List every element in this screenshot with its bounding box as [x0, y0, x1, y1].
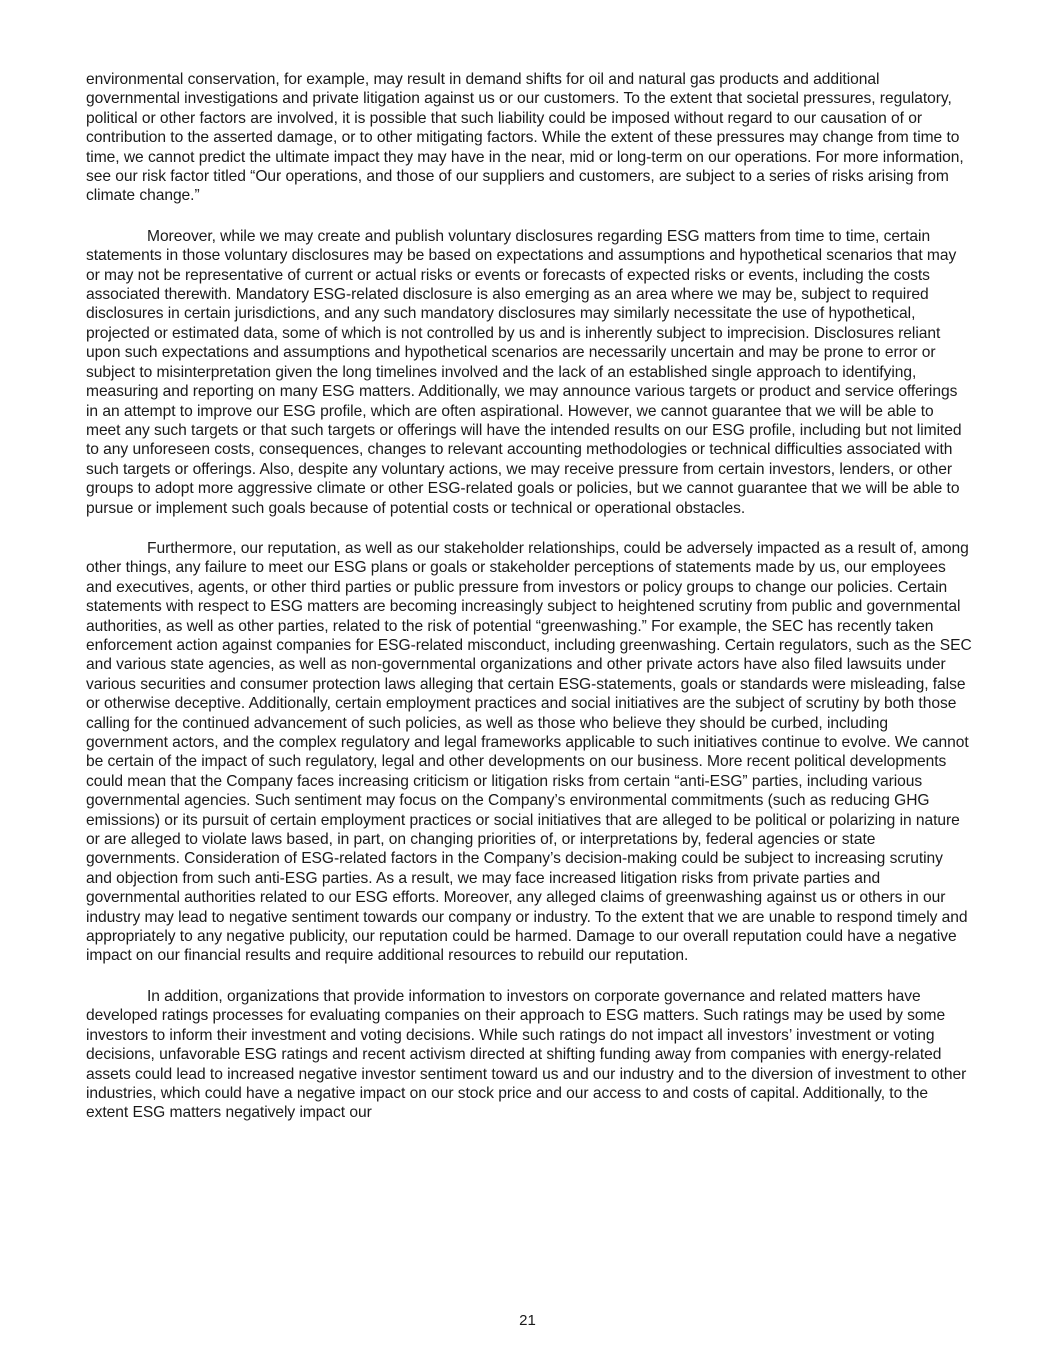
paragraph-voluntary-disclosures: Moreover, while we may create and publish voluntary disclosures regarding ESG matters from time to time, certain statements in those voluntary disclosures may be based on expectations and assumptions and hypothetical scenarios that may or may not be representative of current or actual risks or events or forecasts of expected risks or events, including the costs associated therewith. Mandatory ESG-related disclosure is also emerging as an area where we may be, subject to required disclosures in certain jurisdictions, and any such mandatory disclosures may similarly necessitate the use of hypothetical, projected or estimated data, some of which is not controlled by us and is inherently subject to imprecision. Disclosures reliant upon such expectations and assumptions and hypothetical scenarios are necessarily uncertain and may be prone to error or subject to misinterpretation given the long timelines involved and the lack of an established single approach to identifying, measuring and reporting on many ESG matters. Additionally, we may announce various targets or product and service offerings in an attempt to improve our ESG profile, which are often aspirational. However, we cannot guarantee that we will be able to meet any such targets or that such targets or offerings will have the intended results on our ESG profile, including but not limited to any unforeseen costs, consequences, changes to relevant accounting methodologies or technical difficulties associated with such targets or offerings. Also, despite any voluntary actions, we may receive pressure from certain investors, lenders, or other groups to adopt more aggressive climate or other ESG-related goals or policies, but we cannot guarantee that we will be able to pursue or implement such goals because of potential costs or technical or operational obstacles.: [86, 227, 962, 517]
paragraph-continuation: environmental conservation, for example, may result in demand shifts for oil and natural gas products and additional governmental investigations and private litigation against us or our customers. To the extent that societal pressures, regulatory, political or other factors are involved, it is possible that such liability could be imposed without regard to our causation of or contribution to the asserted damage, or to other mitigating factors. While the extent of these pressures may change from time to time, we cannot predict the ultimate impact they may have in the near, mid or long-term on our operations. For more information, see our risk factor titled “Our operations, and those of our suppliers and customers, are subject to a series of risks arising from climate change.”: [86, 71, 964, 205]
paragraph-esg-ratings: In addition, organizations that provide information to investors on corporate governance and related matters have developed ratings processes for evaluating companies on their approach to ESG matters. Such ratings may be used by some investors to inform their investment and voting decisions. While such ratings do not impact all investors’ investment or voting decisions, unfavorable ESG ratings and recent activism directed at shifting funding away from companies with energy-related assets could lead to increased negative investor sentiment toward us and our industry and to the diversion of investment to other industries, which could have a negative impact on our stock price and our access to and costs of capital. Additionally, to the extent ESG matters negatively impact our: [86, 987, 967, 1122]
paragraph-reputation-greenwashing: Furthermore, our reputation, as well as our stakeholder relationships, could be adversely impacted as a result of, among other things, any failure to meet our ESG plans or goals or stakeholder perceptions of statements made by us, our employees and executives, agents, or other third parties or public pressure from investors or policy groups to change our policies. Certain statements with respect to ESG matters are becoming increasingly subject to heightened scrutiny from public and governmental authorities, as well as other parties, related to the risk of potential “greenwashing.” For example, the SEC has recently taken enforcement action against companies for ESG-related misconduct, including greenwashing. Certain regulators, such as the SEC and various state agencies, as well as non-governmental organizations and other private actors have also filed lawsuits under various securities and consumer protection laws alleging that certain ESG-statements, goals or standards were misleading, false or otherwise deceptive. Additionally, certain employment practices and social initiatives are the subject of scrutiny by both those calling for the continued advancement of such policies, as well as those who believe they should be curbed, including government actors, and the complex regulatory and legal frameworks applicable to such initiatives continue to evolve. We cannot be certain of the impact of such regulatory, legal and other developments on our business. More recent political developments could mean that the Company faces increasing criticism or litigation risks from certain “anti-ESG” parties, including various governmental agencies. Such sentiment may focus on the Company’s environmental commitments (such as reducing GHG emissions) or its pursuit of certain employment practices or social initiatives that are alleged to be political or polarizing in nature or are alleged to violate laws based, in part, on changing priorities of, or interpretations by, federal agencies or state governments. Consideration of ESG-related factors in the Company’s decision-making could be subject to increasing scrutiny and objection from such anti-ESG parties. As a result, we may face increased litigation risks from private parties and governmental authorities related to our ESG efforts. Moreover, any alleged claims of greenwashing against us or others in our industry may lead to negative sentiment towards our company or industry. To the extent that we are unable to respond timely and appropriately to any negative publicity, our reputation could be harmed. Damage to our overall reputation could have a negative impact on our financial results and require additional resources to rebuild our reputation.: [86, 539, 972, 965]
document-body: [86, 70, 972, 1144]
page-number: 21: [519, 1312, 536, 1329]
